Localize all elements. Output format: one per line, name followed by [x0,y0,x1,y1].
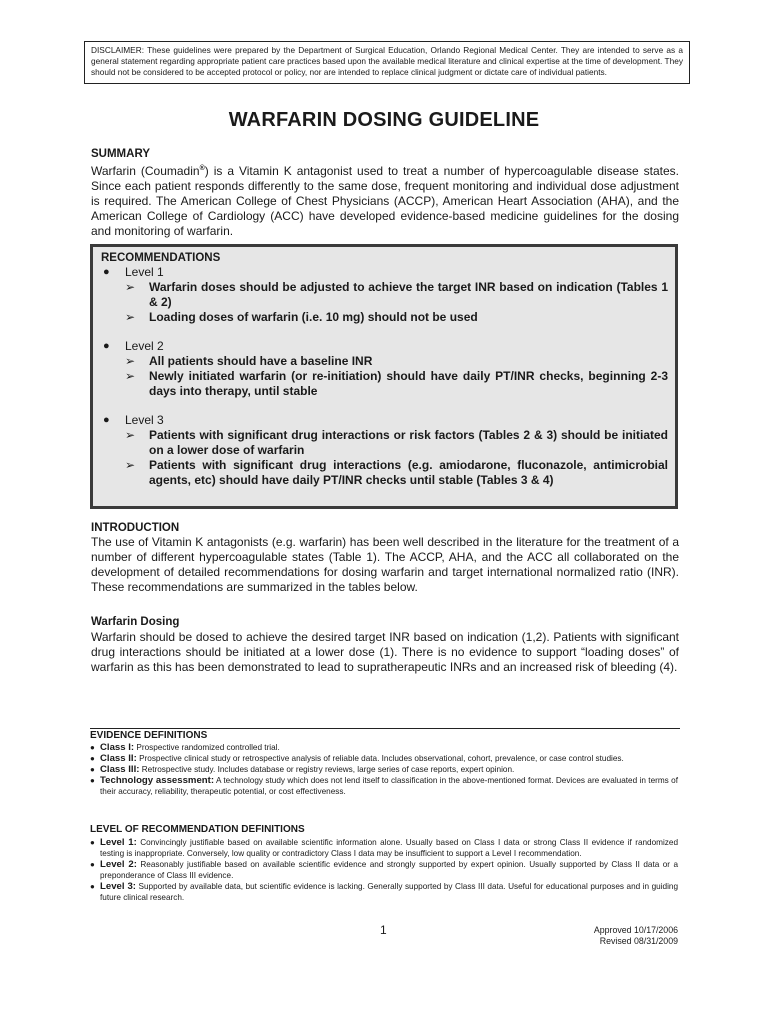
definition-term: Level 2: [100,859,137,870]
definition-item [90,753,678,764]
warfarin-dosing-text: Warfarin should be dosed to achieve the desired target INR based on indication (1,2). Patients with significant drug interactions should be initiated at a lower dose (1). There is no evidence to support “loading doses” of warfarin as this has been demonstrated to lead to supratherapeutic INRs and an increased risk of bleeding (4). [91,630,679,674]
bullet-icon: ● [90,743,95,752]
definition-text: Convincingly justifiable based on available scientific information alone. Usually based on Class I data or strong Class II evidence if randomized testing is inappropriate. Conversely, low quality or contradictory Class I data may be insufficient to support a Level I recommendation. [100,838,678,858]
bullet-icon: ● [90,838,95,847]
approved-date: Approved 10/17/2006 [593,925,678,935]
definition-item [90,775,678,797]
bullet-icon: ● [90,754,95,763]
recommendation-item [101,428,668,458]
recommendation-item [101,369,668,399]
bullet-icon: ● [90,882,95,891]
disclaimer-box: DISCLAIMER: These guidelines were prepared by the Department of Surgical Education, Orlando Regional Medical Center. They are intended to serve as a general statement regarding appropriate patient care practices based upon the available medical literature and clinical expertise at the time of development. They should not be considered to be accepted protocol or policy, nor are intended to replace clinical judgment or dictate care of individual patients. [84,41,690,84]
level-label: Level 2 [125,339,164,353]
definition-term: Level 3: [100,881,136,892]
bullet-icon: ● [90,860,95,869]
definition-item [90,764,678,775]
definition-term: Technology assessment: [100,775,215,786]
arrow-bullet-icon: ➢ [125,458,136,472]
definition-text: Prospective clinical study or retrospective analysis of reliable data. Includes observational, cohort, prevalence, or case control studies. [139,754,624,763]
level-label: Level 3 [125,413,164,427]
section-divider [90,728,680,729]
definition-term: Class I: [100,742,135,753]
recommendation-level-3 [101,413,668,428]
recommendation-text: All patients should have a baseline INR [149,354,373,368]
recommendation-text: Patients with significant drug interactions or risk factors (Tables 2 & 3) should be initiated on a lower dose of warfarin [149,428,668,457]
summary-heading: SUMMARY [91,148,150,160]
recommendation-text: Patients with significant drug interactions (e.g. amiodarone, fluconazole, antimicrobial agents, etc) should have daily PT/INR checks until stable (Tables 3 & 4) [149,458,668,487]
arrow-bullet-icon: ➢ [125,369,136,383]
bullet-icon: ● [90,765,95,774]
bullet-icon: ● [103,340,110,352]
recommendations-heading: RECOMMENDATIONS [101,252,221,264]
warfarin-dosing-heading: Warfarin Dosing [91,616,180,628]
recommendation-item [101,354,668,369]
page-number: 1 [380,923,387,937]
introduction-text: The use of Vitamin K antagonists (e.g. warfarin) has been well described in the literature for the treatment of a number of different hypercoagulable states (Table 1). The ACCP, AHA, and the ACC all collaborated on the development of detailed recommendations for dosing warfarin and target international normalized ratio (INR). These recommendations are summarized in the tables below. [91,535,679,594]
recommendation-level-1 [101,265,668,280]
definition-text: Prospective randomized controlled trial. [136,743,280,752]
introduction-heading: INTRODUCTION [91,522,180,534]
definition-item [90,742,678,753]
page-title: WARFARIN DOSING GUIDELINE [228,109,540,131]
approval-dates [594,925,678,947]
recommendation-text: Warfarin doses should be adjusted to achieve the target INR based on indication (Tables 1 & 2) [149,280,668,309]
registered-mark: ® [199,165,205,172]
recommendation-item [101,310,668,325]
bullet-icon: ● [103,414,110,426]
evidence-definitions-heading: EVIDENCE DEFINITIONS [90,730,208,741]
definition-term: Class II: [100,753,137,764]
recommendation-definitions-heading: LEVEL OF RECOMMENDATION DEFINITIONS [90,824,305,835]
recommendation-text: Loading doses of warfarin (i.e. 10 mg) should not be used [149,310,478,324]
summary-text-start: Warfarin (Coumadin [91,164,200,178]
recommendation-item [101,280,668,310]
summary-text [91,161,679,239]
definition-item [90,837,678,859]
recommendation-level-2 [101,339,668,354]
definition-item [90,881,678,903]
definition-text: A technology study which does not lend itself to classification in the above-mentioned format. Devices are evaluated in terms of their accuracy, reliability, therapeutic potential, or cost effectiveness. [100,776,678,796]
arrow-bullet-icon: ➢ [125,280,136,294]
recommendations-box [90,244,678,509]
recommendation-text: Newly initiated warfarin (or re-initiation) should have daily PT/INR checks, beginning 2-3 days into therapy, until stable [149,369,668,398]
arrow-bullet-icon: ➢ [125,354,136,368]
definition-item [90,859,678,881]
bullet-icon: ● [103,266,110,278]
definition-text: Retrospective study. Includes database or registry reviews, large series of case reports, expert opinion. [141,765,515,774]
definition-text: Reasonably justifiable based on available scientific evidence and strongly supported by expert opinion. Usually supported by Class II data or a preponderance of Class III evidence. [100,860,678,880]
definition-text: Supported by available data, but scientific evidence is lacking. Generally supported by Class III data. Useful for educational purposes and in guiding future clinical research. [100,882,679,902]
evidence-definitions-list [90,742,678,797]
summary-text-rest: ) is a Vitamin K antagonist used to treat a number of hypercoagulable disease states. Since each patient responds differently to the same dose, frequent monitoring and individual dose adjustment is required. The American College of Chest Physicians (ACCP), American Heart Association (AHA), and the American College of Cardiology (ACC) have developed evidence-based medicine guidelines for the dosing and monitoring of warfarin. [91,164,679,238]
recommendation-definitions-list [90,837,678,903]
recommendation-item [101,458,668,488]
level-label: Level 1 [125,265,164,279]
revised-date: Revised 08/31/2009 [599,936,678,946]
arrow-bullet-icon: ➢ [125,310,136,324]
definition-term: Level 1: [100,837,137,848]
bullet-icon: ● [90,776,95,785]
definition-term: Class III: [100,764,140,775]
arrow-bullet-icon: ➢ [125,428,136,442]
